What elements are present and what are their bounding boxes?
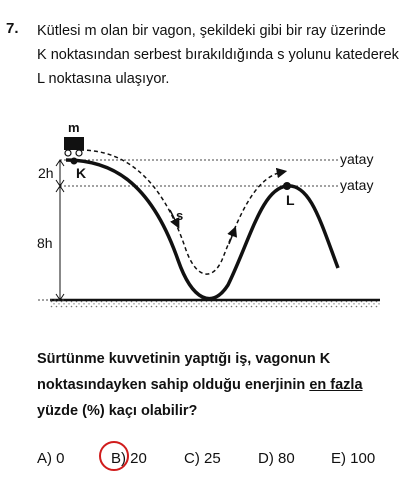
stem-line-1: Kütlesi m olan bir vagon, şekildeki gibi bir ray üzerinde bbox=[37, 23, 386, 39]
wagon-wheel-left bbox=[65, 150, 71, 156]
prompt-line-1: Sürtünme kuvvetinin yaptığı iş, vagonun K bbox=[37, 351, 331, 367]
point-k-dot bbox=[71, 158, 78, 165]
option-b-value: 20 bbox=[130, 450, 147, 467]
option-d-letter: D) bbox=[258, 450, 274, 467]
question-stem bbox=[37, 19, 415, 91]
stem-line-2: K noktasından serbest bırakıldığında s yolunu katederek bbox=[37, 47, 399, 63]
track-figure bbox=[0, 110, 417, 325]
prompt-line-2-text: noktasındayken sahip olduğu enerjinin bbox=[37, 377, 310, 393]
option-e[interactable] bbox=[331, 450, 375, 467]
rail-track bbox=[66, 160, 338, 299]
option-d-value: 80 bbox=[278, 450, 295, 467]
question-prompt bbox=[37, 346, 415, 424]
prompt-emphasis: en fazla bbox=[309, 377, 363, 393]
option-a-letter: A) bbox=[37, 450, 52, 467]
option-c-letter: C) bbox=[184, 450, 200, 467]
level-label-mid: yatay bbox=[340, 177, 374, 193]
path-arrow-up bbox=[229, 231, 234, 244]
mass-label: m bbox=[68, 120, 80, 135]
option-a[interactable] bbox=[37, 450, 65, 467]
option-c[interactable] bbox=[184, 450, 221, 467]
point-l-dot bbox=[283, 182, 291, 190]
prompt-line-2 bbox=[37, 372, 415, 398]
question-number: 7. bbox=[6, 20, 19, 37]
wagon-wheel-right bbox=[76, 150, 82, 156]
option-e-letter: E) bbox=[331, 450, 346, 467]
point-l-label: L bbox=[286, 192, 295, 208]
prompt-line-3: yüzde (%) kaçı olabilir? bbox=[37, 403, 198, 419]
option-d[interactable] bbox=[258, 450, 295, 467]
point-k-label: K bbox=[76, 165, 87, 181]
option-b-letter: B) bbox=[111, 450, 126, 467]
wagon bbox=[64, 137, 84, 150]
option-a-value: 0 bbox=[56, 450, 65, 467]
stem-line-3: L noktasına ulaşıyor. bbox=[37, 71, 170, 87]
option-e-value: 100 bbox=[350, 450, 376, 467]
height-2h-label: 2h bbox=[38, 165, 54, 181]
level-label-top: yatay bbox=[340, 151, 374, 167]
height-8h-label: 8h bbox=[37, 235, 53, 251]
option-b[interactable] bbox=[111, 450, 147, 467]
option-c-value: 25 bbox=[204, 450, 221, 467]
path-s-label: s bbox=[176, 208, 184, 223]
